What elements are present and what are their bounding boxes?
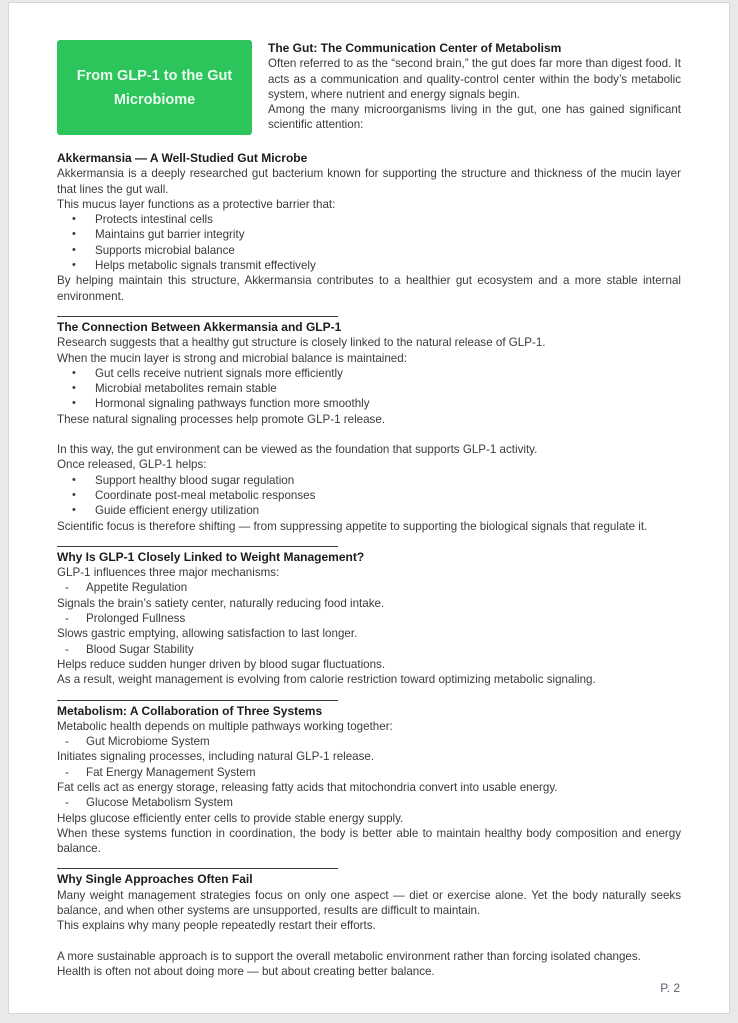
list-item-text: Gut Microbiome System [86,735,210,749]
list-item-text: Gut cells receive nutrient signals more efficiently [95,366,343,380]
list-item-text: Hormonal signaling pathways function more smoothly [95,397,370,411]
sections [57,151,681,979]
dash-list-item [57,611,681,626]
body-paragraph: This mucus layer functions as a protective barrier that: [57,197,336,211]
chapter-banner [57,40,252,135]
bullet-marker: • [72,473,76,486]
list-item-text: Supports microbial balance [95,243,235,257]
dash-list-item [57,765,681,780]
list-item-text: Appetite Regulation [86,581,188,595]
dash-marker: - [65,612,69,626]
section-divider [57,700,338,701]
page-number: P. 2 [660,981,680,995]
section-heading: The Connection Between Akkermansia and GLP-1 [57,319,342,334]
body-paragraph: By helping maintain this structure, Akkermansia contributes to a healthier gut ecosystem and a more stable internal environment. [57,274,681,303]
list-item-text: Prolonged Fullness [86,612,186,626]
bullet-marker: • [72,397,76,410]
intro-paragraph-2: Among the many microorganisms living in the gut, one has gained significant scientific attention: [268,103,681,132]
body-paragraph: Once released, GLP-1 helps: [57,458,207,472]
list-item-text: Glucose Metabolism System [86,796,233,810]
dash-marker: - [65,765,69,779]
dash-marker: - [65,581,69,595]
bullet-list-item [57,381,681,396]
dash-list-item [57,580,681,595]
bullet-marker: • [72,504,76,517]
body-paragraph: Health is often not about doing more — but about creating better balance. [57,964,435,978]
section-divider [57,868,338,869]
intro-block [268,40,681,135]
list-item-text: Guide efficient energy utilization [95,504,260,518]
body-paragraph: Research suggests that a healthy gut structure is closely linked to the natural release of GLP-1. [57,336,546,350]
header-row [57,40,681,135]
body-paragraph: Helps glucose efficiently enter cells to provide stable energy supply. [57,811,404,825]
dash-list-item [57,734,681,749]
dash-marker: - [65,735,69,749]
list-item-text: Helps metabolic signals transmit effectively [95,259,316,273]
intro-paragraph-1: Often referred to as the “second brain,” the gut does far more than digest food. It acts as a communication and quality-control center within the body’s metabolic system, where nutrient and energy signals begin. [268,57,681,101]
bullet-marker: • [72,366,76,379]
bullet-marker: • [72,382,76,395]
body-paragraph: Slows gastric emptying, allowing satisfaction to last longer. [57,627,358,641]
paragraph-spacer [57,934,681,949]
body-paragraph: In this way, the gut environment can be viewed as the foundation that supports GLP-1 activity. [57,443,538,457]
bullet-list-item [57,473,681,488]
body-paragraph: Helps reduce sudden hunger driven by blood sugar fluctuations. [57,657,386,671]
bullet-marker: • [72,243,76,256]
bullet-list-item [57,503,681,518]
list-item-text: Protects intestinal cells [95,213,213,227]
body-paragraph: GLP-1 influences three major mechanisms: [57,566,280,580]
list-item-text: Coordinate post-meal metabolic responses [95,488,316,502]
bullet-list-item [57,212,681,227]
paragraph-spacer [57,427,681,442]
dash-list-item [57,642,681,657]
body-paragraph: When these systems function in coordination, the body is better able to maintain healthy body composition and energy balance. [57,826,681,856]
bullet-marker: • [72,228,76,241]
body-paragraph: Many weight management strategies focus on only one aspect — diet or exercise alone. Yet the body naturally seeks balance, and when other systems are unsupported, results are difficult to maintain. [57,888,681,918]
list-item-text: Maintains gut barrier integrity [95,228,245,242]
body-paragraph: Fat cells act as energy storage, releasing fatty acids that mitochondria convert into usable energy. [57,780,558,794]
bullet-list-item [57,258,681,273]
bullet-list-item [57,488,681,503]
list-item-text: Support healthy blood sugar regulation [95,473,295,487]
bullet-list-item [57,366,681,381]
section-heading: Metabolism: A Collaboration of Three Systems [57,703,323,718]
list-item-text: Fat Energy Management System [86,765,256,779]
section-divider [57,316,338,317]
dash-list-item [57,795,681,810]
banner-title-line1: From GLP-1 to the Gut [76,67,233,84]
bullet-list-item [57,227,681,242]
bullet-list-item [57,396,681,411]
body-paragraph: When the mucin layer is strong and microbial balance is maintained: [57,351,407,365]
section-heading: Akkermansia — A Well-Studied Gut Microbe [57,151,308,165]
bullet-marker: • [72,488,76,501]
body-paragraph: As a result, weight management is evolving from calorie restriction toward optimizing metabolic signaling. [57,673,596,687]
body-paragraph: Scientific focus is therefore shifting — from suppressing appetite to supporting the biological signals that regulate it. [57,519,648,533]
section-heading: Why Is GLP-1 Closely Linked to Weight Management? [57,549,365,564]
body-paragraph: This explains why many people repeatedly restart their efforts. [57,919,376,933]
body-paragraph: Signals the brain’s satiety center, naturally reducing food intake. [57,596,385,610]
document-page [8,2,730,1014]
bullet-marker: • [72,259,76,272]
dash-marker: - [65,796,69,810]
banner-title-line2: Microbiome [113,91,196,108]
intro-heading: The Gut: The Communication Center of Metabolism [268,41,562,55]
bullet-list-item [57,243,681,258]
bullet-marker: • [72,213,76,226]
body-paragraph: Initiates signaling processes, including natural GLP-1 release. [57,750,375,764]
list-item-text: Microbial metabolites remain stable [95,382,277,396]
section-heading: Why Single Approaches Often Fail [57,872,253,887]
body-paragraph: These natural signaling processes help promote GLP-1 release. [57,412,386,426]
dash-marker: - [65,642,69,656]
section-divider [57,546,338,547]
body-paragraph: Akkermansia is a deeply researched gut bacterium known for supporting the structure and thickness of the mucin layer that lines the gut wall. [57,167,681,196]
list-item-text: Blood Sugar Stability [86,642,194,656]
body-paragraph: A more sustainable approach is to support the overall metabolic environment rather than forcing isolated changes. [57,949,641,963]
body-paragraph: Metabolic health depends on multiple pathways working together: [57,719,393,733]
